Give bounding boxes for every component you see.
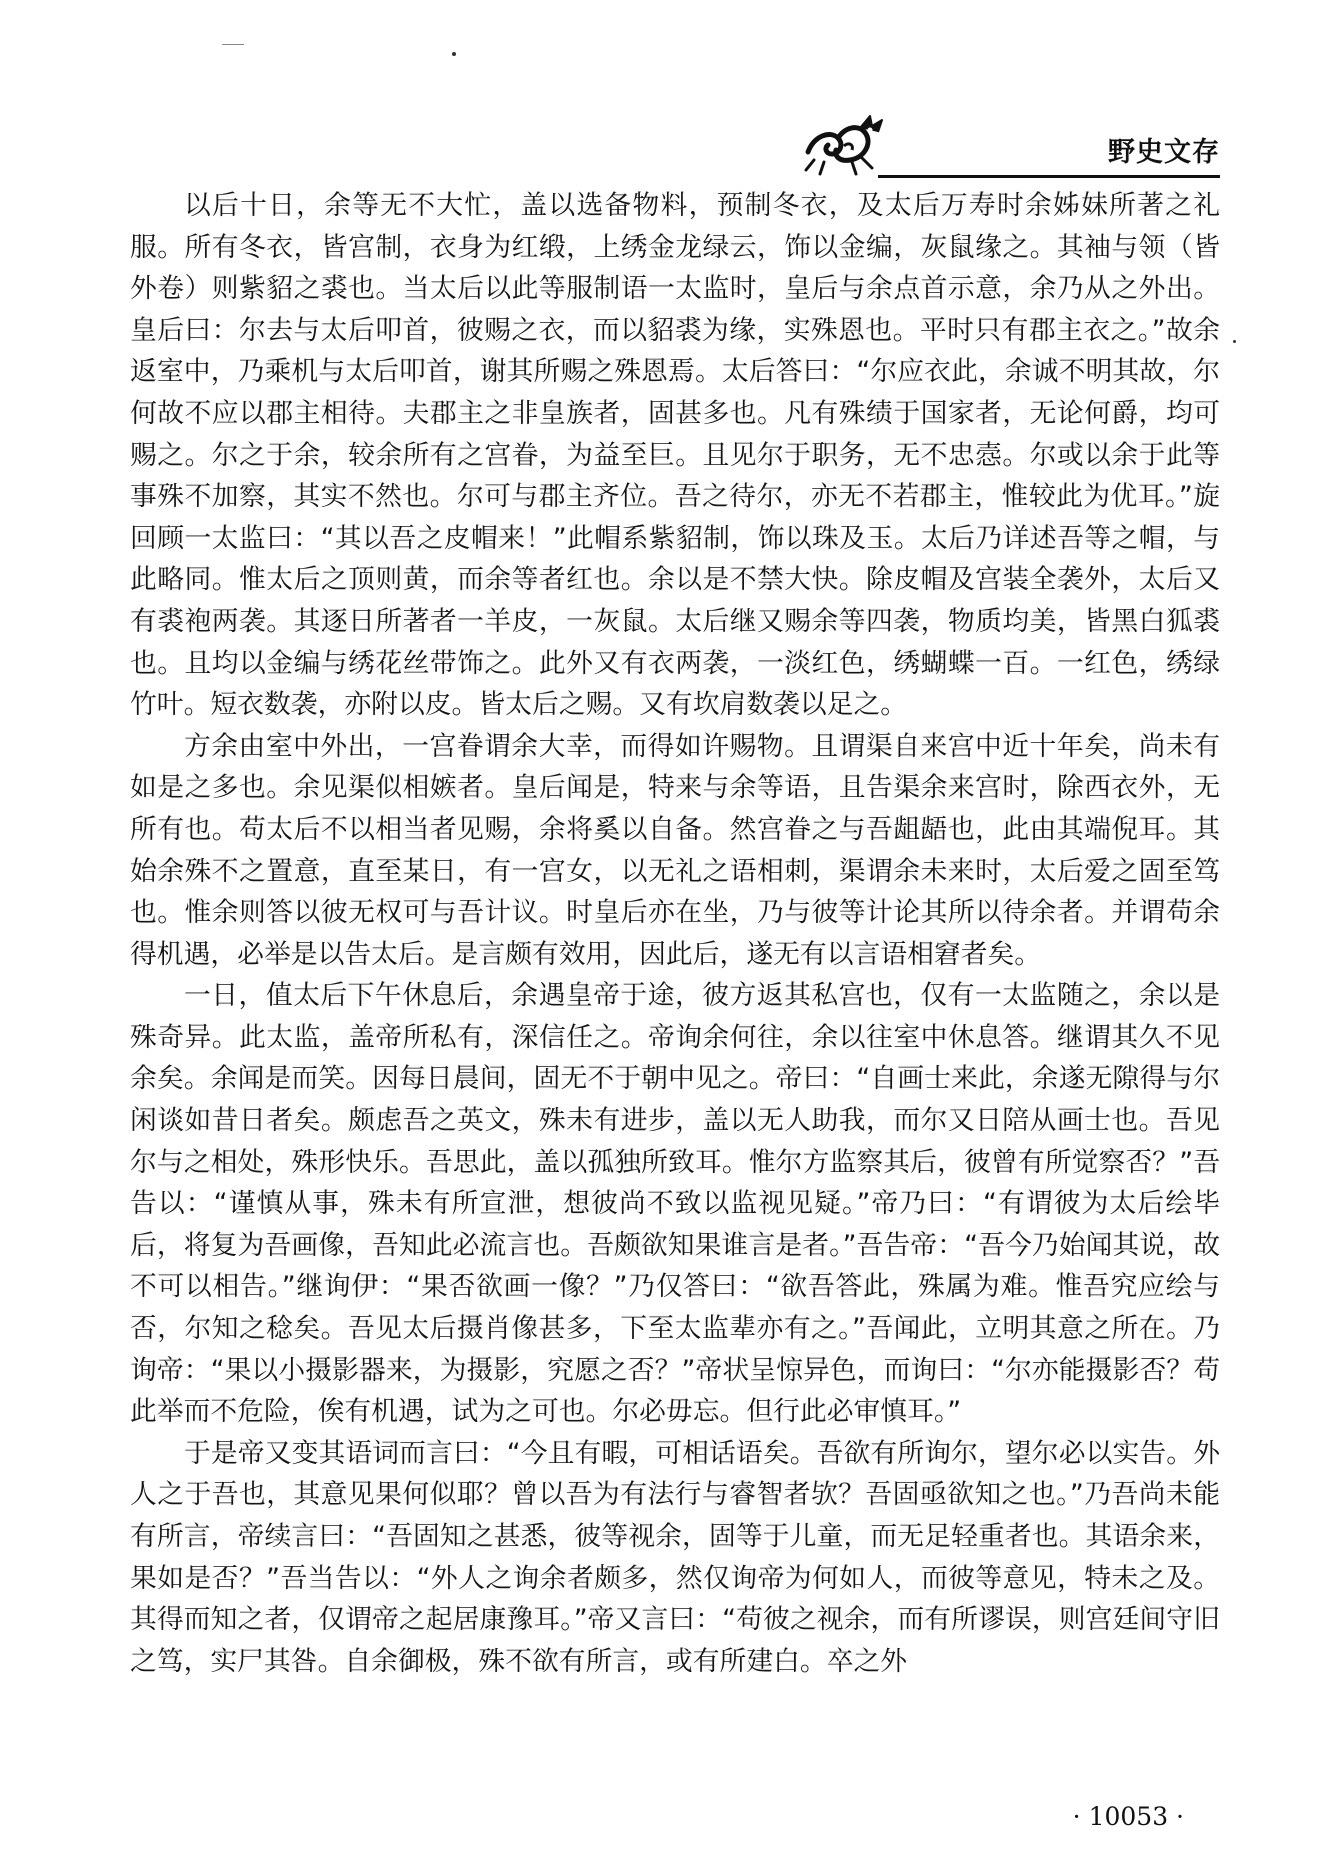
scan-speck xyxy=(222,44,244,45)
dragon-logo-icon xyxy=(800,108,890,178)
scan-speck xyxy=(1233,340,1236,343)
header-title: 野史文存 xyxy=(1108,137,1220,168)
page-number: · 10053 · xyxy=(1072,1802,1184,1831)
paragraph: 一日，值太后下午休息后，余遇皇帝于途，彼方返其私宫也，仅有一太监随之，余以是殊奇异。此太监，盖帝所私有，深信任之。帝询余何往，余以往室中休息答。继谓其久不见余矣。余闻是而笑。因每日晨间，固无不于朝中见之。帝曰：“自画士来此，余遂无隙得与尔闲谈如昔日者矣。颇虑吾之英文，殊未有进步，盖以无人助我，而尔又日陪从画士也。吾见尔与之相处，殊形快乐。吾思此，盖以孤独所致耳。惟尔方监察其后，彼曾有所觉察否？”吾告以：“谨慎从事，殊未有所宣泄，想彼尚不致以监视见疑。”帝乃曰：“有谓彼为太后绘毕后，将复为吾画像，吾知此必流言也。吾颇欲知果谁言是者。”吾告帝：“吾今乃始闻其说，故不可以相告。”继询伊：“果否欲画一像？”乃仅答曰：“欲吾答此，殊属为难。惟吾究应绘与否，尔知之稔矣。吾见太后摄肖像甚多，下至太监辈亦有之。”吾闻此，立明其意之所在。乃询帝：“果以小摄影器来，为摄影，究愿之否？”帝状呈惊异色，而询曰：“尔亦能摄影否？苟此举而不危险，俟有机遇，试为之可也。尔必毋忘。但行此必审慎耳。” xyxy=(130,980,1220,1428)
paragraph: 于是帝又变其语词而言曰：“今且有暇，可相话语矣。吾欲有所询尔，望尔必以实告。外人之于吾也，其意见果何似耶？曾以吾为有法行与睿智者欤？吾固亟欲知之也。”乃吾尚未能有所言，帝续言曰：“吾固知之甚悉，彼等视余，固等于儿童，而无足轻重者也。其语余来，果如是否？”吾当告以：“外人之询余者颇多，然仅询帝为何如人，而彼等意见，特未之及。其得而知之者，仅谓帝之起居康豫耳。”帝又言曰：“苟彼之视余，而有所谬误，则宫廷间守旧之笃，实尸其咎。自余御极，殊不欲有所言，或有所建白。卒之外 xyxy=(130,1437,1220,1677)
scan-speck xyxy=(452,52,456,56)
paragraph: 方余由室中外出，一宫眷谓余大幸，而得如许赐物。且谓渠自来宫中近十年矣，尚未有如是之多也。余见渠似相嫉者。皇后闻是，特来与余等语，且告渠余来宫时，除西衣外，无所有也。苟太后不以相当者见赐，余将奚以自备。然宫眷之与吾龃龉也，此由其端倪耳。其始余殊不之置意，直至某日，有一宫女，以无礼之语相刺，渠谓余未来时，太后爱之固至笃也。惟余则答以彼无权可与吾计议。时皇后亦在坐，乃与彼等计论其所以待余者。并谓苟余得机遇，必举是以告太后。是言颇有效用，因此后，遂无有以言语相窘者矣。 xyxy=(130,730,1220,970)
header-rule xyxy=(878,175,1220,178)
paragraph: 以后十日，余等无不大忙，盖以选备物料，预制冬衣，及太后万寿时余姊妹所著之礼服。所有冬衣，皆宫制，衣身为红缎，上绣金龙绿云，饰以金编，灰鼠缘之。其袖与领（皆外卷）则紫貂之裘也。当太后以此等服制语一太监时，皇后与余点首示意，余乃从之外出。皇后曰：尔去与太后叩首，彼赐之衣，而以貂裘为缘，实殊恩也。平时只有郡主衣之。”故余返室中，乃乘机与太后叩首，谢其所赐之殊恩焉。太后答曰：“尔应衣此，余诚不明其故，尔何故不应以郡主相待。夫郡主之非皇族者，固甚多也。凡有殊绩于国家者，无论何爵，均可赐之。尔之于余，较余所有之宫眷，为益至巨。且见尔于职务，无不忠悫。尔或以余于此等事殊不加察，其实不然也。尔可与郡主齐位。吾之待尔，亦无不若郡主，惟较此为优耳。”旋回顾一太监曰：“其以吾之皮帽来！”此帽系紫貂制，饰以珠及玉。太后乃详述吾等之帽，与此略同。惟太后之顶则黄，而余等者红也。余以是不禁大快。除皮帽及宫装全袭外，太后又有裘袍两袭。其逐日所著者一羊皮，一灰鼠。太后继又赐余等四袭，物质均美，皆黑白狐裘也。且均以金编与绣花丝带饰之。此外又有衣两袭，一淡红色，绣蝴蝶一百。一红色，绣绿竹叶。短衣数袭，亦附以皮。皆太后之赐。又有坎肩数袭以足之。 xyxy=(130,190,1220,721)
running-header xyxy=(800,108,1220,178)
body-text xyxy=(130,185,1220,1682)
